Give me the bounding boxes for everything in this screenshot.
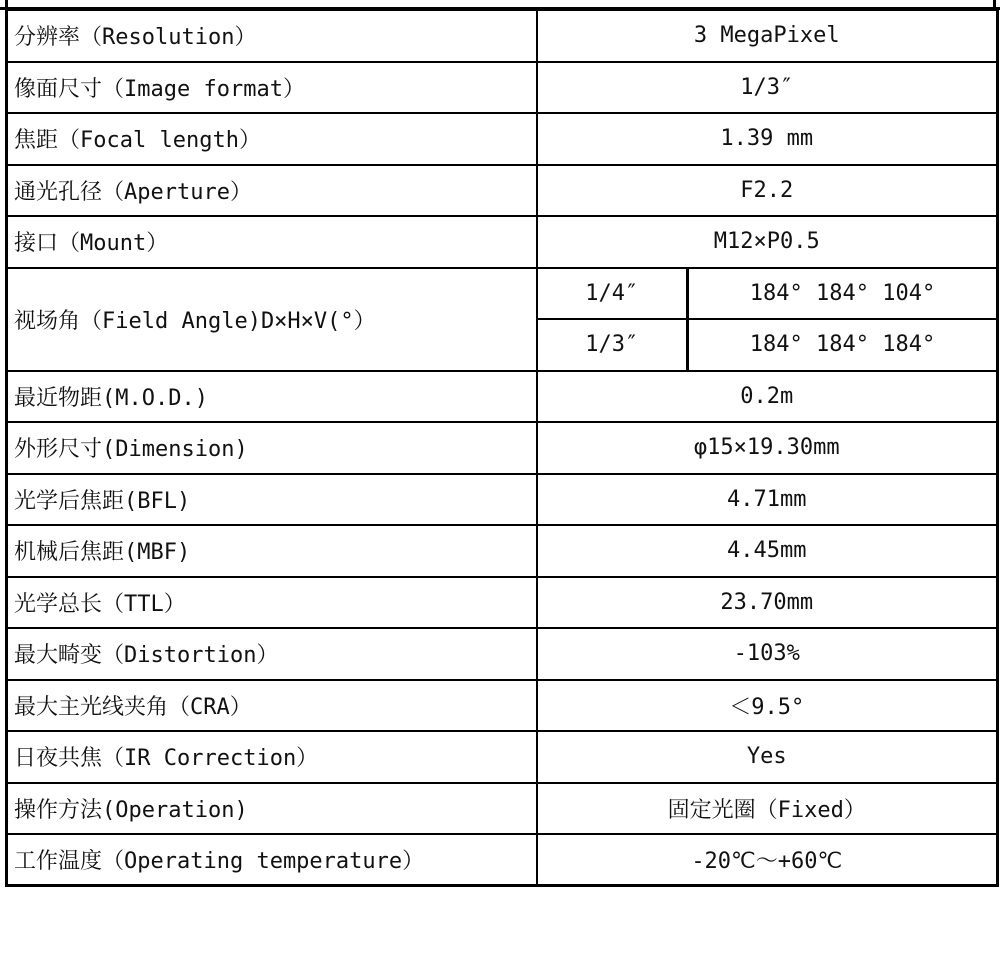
sensor-size-cell: 1/3″: [537, 319, 688, 371]
table-row: [7, 628, 998, 680]
table-row: [7, 474, 998, 526]
row-value: 固定光圈（Fixed）: [537, 783, 998, 835]
table-row: [7, 731, 998, 783]
row-label: 机械后焦距(MBF): [7, 525, 537, 577]
row-label: 最近物距(M.O.D.): [7, 371, 537, 423]
table-row: [7, 62, 998, 114]
row-label: 光学后焦距(BFL): [7, 474, 537, 526]
row-value: 1.39 mm: [537, 113, 998, 165]
row-value: 3 MegaPixel: [537, 10, 998, 62]
row-label: 光学总长（TTL）: [7, 577, 537, 629]
row-value: M12×P0.5: [537, 216, 998, 268]
field-angle-cell: 184° 184° 184°: [688, 319, 998, 371]
row-value: 1/3″: [537, 62, 998, 114]
row-label: 外形尺寸(Dimension): [7, 422, 537, 474]
row-label: 最大主光线夹角（CRA）: [7, 680, 537, 732]
row-value: F2.2: [537, 165, 998, 217]
row-value: Yes: [537, 731, 998, 783]
row-label: 像面尺寸（Image format）: [7, 62, 537, 114]
lens-spec-table: [5, 9, 999, 887]
table-row: [7, 165, 998, 217]
row-value: 0.2m: [537, 371, 998, 423]
table-row-field-angle-1: [7, 268, 998, 320]
row-value: φ15×19.30mm: [537, 422, 998, 474]
table-row: [7, 577, 998, 629]
row-label: 视场角（Field Angle)D×H×V(°）: [7, 268, 537, 371]
table-row: [7, 371, 998, 423]
row-value: -20℃～+60℃: [537, 834, 998, 886]
row-label: 分辨率（Resolution）: [7, 10, 537, 62]
row-label: 通光孔径（Aperture）: [7, 165, 537, 217]
row-label: 焦距（Focal length）: [7, 113, 537, 165]
table-row: [7, 680, 998, 732]
field-angle-cell: 184° 184° 104°: [688, 268, 998, 320]
sensor-size-cell: 1/4″: [537, 268, 688, 320]
table-row: [7, 113, 998, 165]
row-value: 4.71mm: [537, 474, 998, 526]
row-value: 23.70mm: [537, 577, 998, 629]
row-label: 操作方法(Operation): [7, 783, 537, 835]
row-value: -103%: [537, 628, 998, 680]
table-row: [7, 834, 998, 886]
row-label: 日夜共焦（IR Correction）: [7, 731, 537, 783]
table-row: [7, 216, 998, 268]
row-label: 接口（Mount）: [7, 216, 537, 268]
row-label: 最大畸变（Distortion）: [7, 628, 537, 680]
table-row: [7, 10, 998, 62]
table-row: [7, 422, 998, 474]
row-value: 4.45mm: [537, 525, 998, 577]
table-row: [7, 783, 998, 835]
table-row: [7, 525, 998, 577]
row-label: 工作温度（Operating temperature）: [7, 834, 537, 886]
row-value: ＜9.5°: [537, 680, 998, 732]
